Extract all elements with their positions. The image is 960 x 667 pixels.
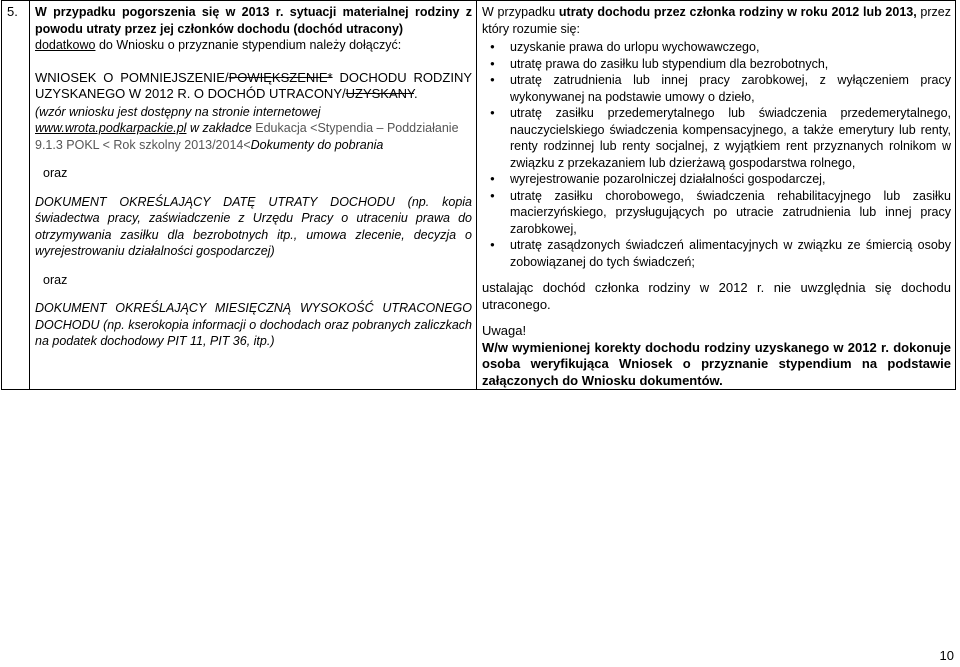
definition-cell [477,1,956,390]
list-item: ● utratę prawa do zasiłku lub stypendium dla bezrobotnych, [482,56,951,73]
note-path-end: Dokumenty do pobrania [250,137,384,152]
document-table [1,0,956,390]
note-text-b: w zakładce [186,121,256,135]
intro-bold: utraty dochodu przez członka rodziny w roku 2012 lub 2013, [558,5,917,19]
list-item: ● utratę zatrudnienia lub innej pracy zarobkowej, z wyłączeniem pracy wykonywanej na podstawie umowy o dzieło, [482,72,951,105]
doc1-text-b: , umowa zlecenie, decyzja o wyrejestrowaniu działalności gospodarczej) [35,227,472,258]
intro-line [35,37,472,54]
row-number: 5. [7,4,18,19]
wniosek-strikethrough: POWIĘKSZENIE* [228,69,333,85]
document-date-of-loss [35,194,472,260]
table-row [2,1,956,390]
intro-rest: do Wniosku o przyznanie stypendium należy dołączyć: [95,38,402,52]
note-path: Edukacja <Stypendia – Poddziałanie 9.1.3 POKL < Rok szkolny 2013/2014< [35,121,459,152]
intro-c: przez który rozumie się: [482,5,951,36]
section-heading: W przypadku pogorszenia się w 2013 r. sytuacji materialnej rodziny z powodu utraty przez jej członków dochodu (dochód utracony) [35,5,472,36]
website-link[interactable]: www.wrota.podkarpackie.pl [35,121,187,135]
definition-intro [482,4,951,37]
list-item: ● utratę zasądzonych świadczeń alimentacyjnych w związku ze śmiercią osoby zobowiązanej do tych świadczeń; [482,237,951,270]
list-item: ● wyrejestrowanie pozarolniczej działalności gospodarczej, [482,171,951,188]
wniosek-end: . [414,86,418,101]
oraz-label-2: oraz [43,272,68,287]
loss-of-income-cell [30,1,477,390]
wniosek-strikethrough-2: UZYSKANY [345,86,415,101]
list-item: ● utratę zasiłku przedemerytalnego lub świadczenia przedemerytalnego, nauczycielskiego świadczenia kompensacyjnego, a także emerytury lub renty, renty rodzinnej lub renty socjalnej, z wyjątkiem rent przyznanych rolnikom w związku z przekazaniem lub dzierżawą gospodarstwa rolnego, [482,105,951,171]
ustalajac-text: ustalając dochód członka rodziny w 2012 r. nie uwzględnia się dochodu utraconego. [482,280,951,312]
document-monthly-amount: DOKUMENT OKREŚLAJĄCY MIESIĘCZNĄ WYSOKOŚĆ UTRACONEGO DOCHODU (np. kserokopia informacji o dochodach oraz pobranych zaliczkach na podatek dochodowy PIT 11, PIT 36, itp.) [35,301,472,348]
page-number: 10 [939,648,954,663]
list-item: ● uzyskanie prawa do urlopu wychowawczego, [482,39,951,56]
intro-a: W przypadku [482,5,559,19]
wniosek-note [35,104,472,154]
wniosek-title [35,70,472,103]
uwaga-label: Uwaga! [482,323,527,338]
wniosek-part-b: DOCHODU RODZINY UZYSKANEGO W 2012 R. O DOCHÓD UTRACONY/ [35,69,472,101]
loss-types-list [482,39,951,270]
oraz-label-1: oraz [43,166,68,180]
doc1-text-a: DOKUMENT OKREŚLAJĄCY DATĘ UTRATY DOCHODU (np. kopia świadectwa pracy, zaświadczenie z Urzędu Pracy o utraceniu prawa do otrzymywania zasiłku dla bezrobotnych itp. [35,194,472,242]
wniosek-part-a: WNIOSEK O POMNIEJSZENIE/ [35,69,229,85]
row-number-cell [2,1,30,390]
list-item: ● utratę zasiłku chorobowego, świadczenia rehabilitacyjnego lub zasiłku macierzyńskiego, przysługujących po utracie zatrudnienia lub innej pracy zarobkowej, [482,188,951,238]
uwaga-text: W/w wymienionej korekty dochodu rodziny uzyskanego w 2012 r. dokonuje osoba weryfikująca Wniosek o przyznanie stypendium na podstawie załączonych do Wniosku dokumentów. [482,339,951,388]
intro-underlined: dodatkowo [35,38,96,52]
note-text: (wzór wniosku jest dostępny na stronie internetowej [35,104,321,119]
